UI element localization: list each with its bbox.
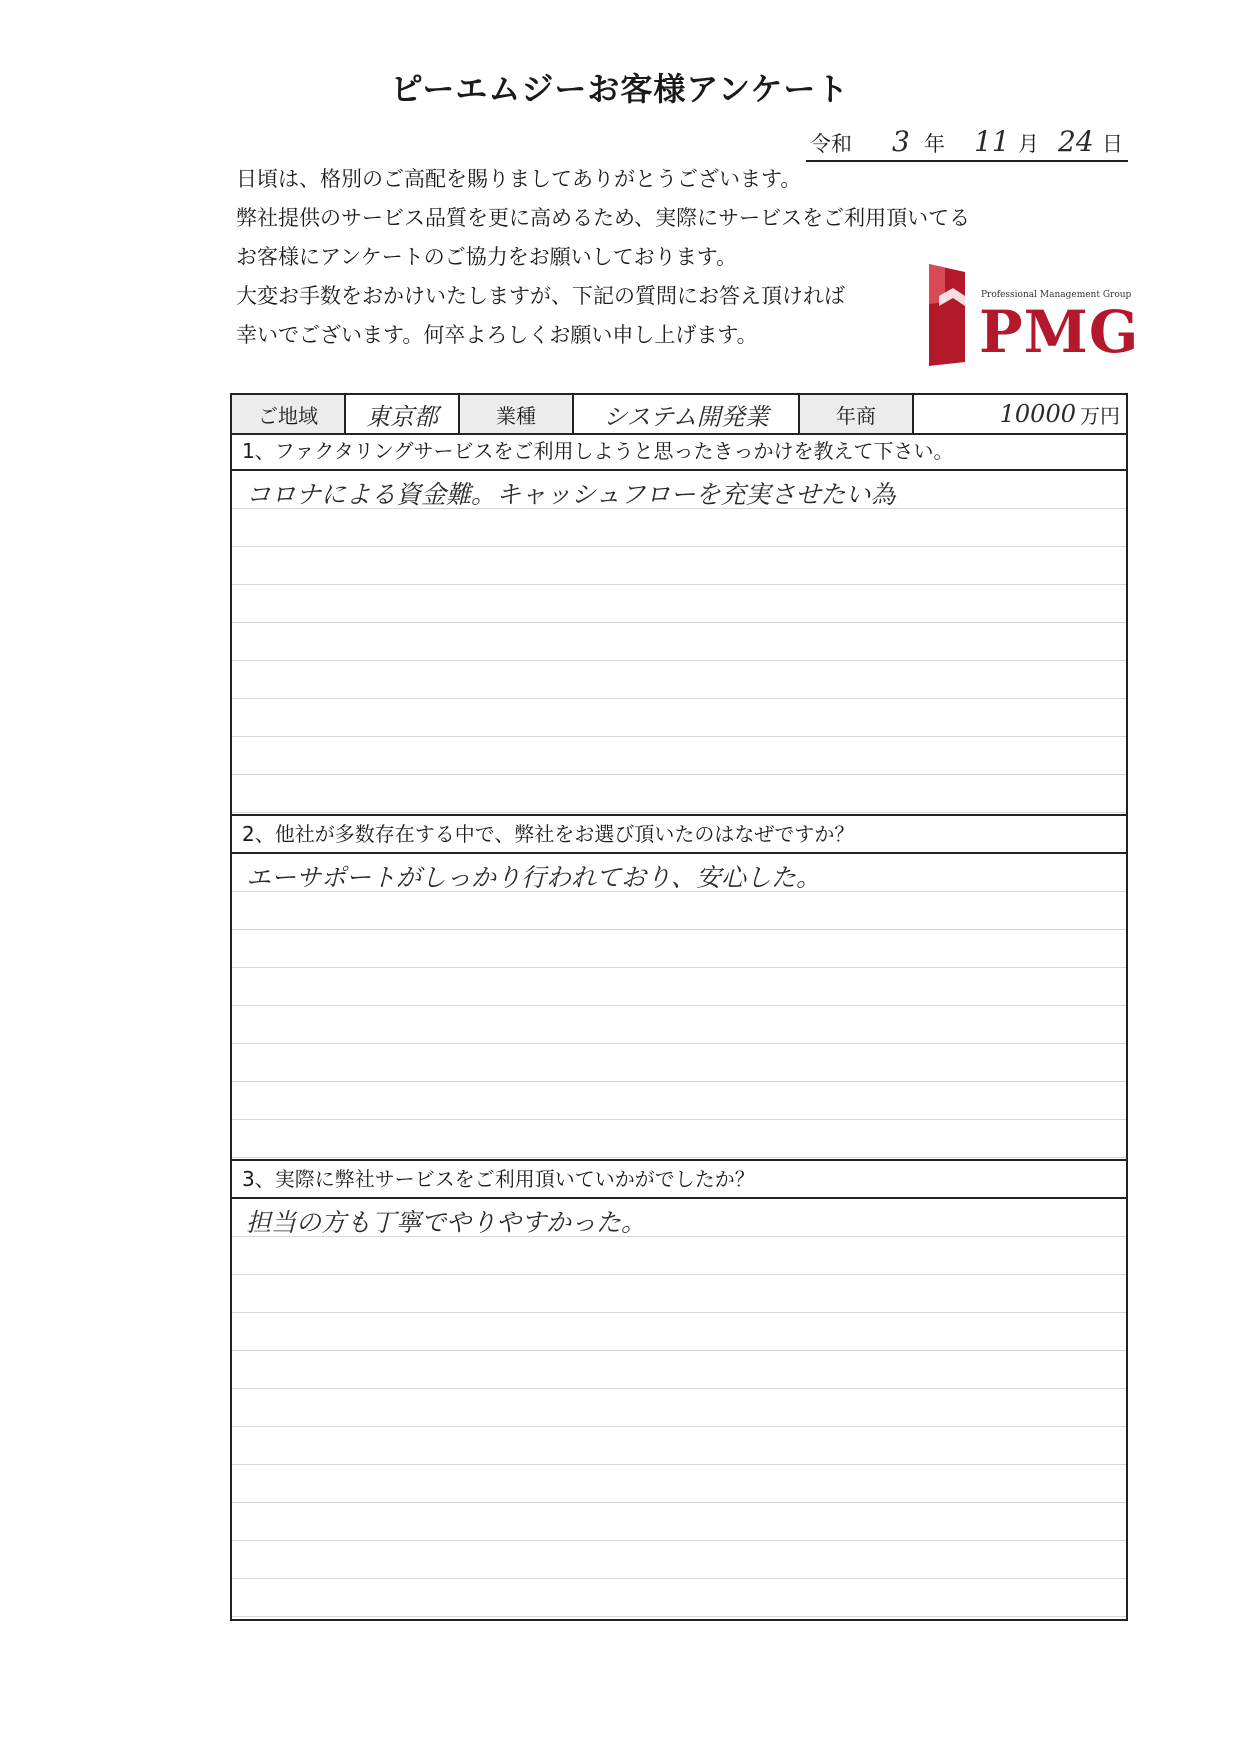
- intro-text: [236, 160, 970, 355]
- date-era: 令和: [810, 132, 852, 156]
- region-value: 東京都: [346, 395, 460, 433]
- answer-2-text: エーサポートがしっかり行われており、安心した。: [246, 863, 822, 892]
- answer-3-text: 担当の方も丁寧でやりやすかった。: [246, 1208, 647, 1237]
- pmg-logo: [925, 262, 1140, 368]
- intro-line: 日頃は、格別のご高配を賜りましてありがとうございます。: [236, 167, 802, 191]
- logo-subtitle: Professional Management Group: [981, 290, 1132, 300]
- survey-form: [230, 393, 1128, 1621]
- date-month: 11: [974, 125, 1010, 158]
- intro-line: 弊社提供のサービス品質を更に高めるため、実際にサービスをご利用頂いてる: [236, 206, 971, 230]
- question-3: 3、実際に弊社サービスをご利用頂いていかがでしたか？: [232, 1161, 1126, 1199]
- logo-mark: PMG: [979, 298, 1140, 366]
- question-1: 1、ファクタリングサービスをご利用しようと思ったきっかけを教えて下さい。: [232, 433, 1126, 471]
- intro-line: 大変お手数をおかけいたしますが、下記の質問にお答え頂ければ: [236, 284, 845, 308]
- header-row: [232, 395, 1126, 435]
- date-day: 24: [1058, 125, 1094, 158]
- answer-1-area: [232, 471, 1126, 814]
- pmg-logo-icon: [925, 262, 971, 366]
- date-day-unit: 日: [1102, 132, 1123, 156]
- revenue-unit: 万円: [1080, 403, 1120, 428]
- answer-3-area: [232, 1199, 1126, 1619]
- page-title: ピーエムジーお客様アンケート: [390, 70, 850, 108]
- industry-value: システム開発業: [574, 395, 800, 433]
- industry-label: 業種: [460, 395, 574, 433]
- answer-2-area: [232, 854, 1126, 1159]
- answer-1-text: コロナによる資金難。キャッシュフローを充実させたい為: [246, 480, 896, 509]
- intro-line: お客様にアンケートのご協力をお願いしております。: [236, 245, 738, 269]
- date-year: 3: [892, 125, 910, 158]
- revenue-value: 10000: [999, 400, 1076, 428]
- intro-line: 幸いでございます。何卒よろしくお願い申し上げます。: [236, 323, 758, 347]
- revenue-field: [914, 395, 1126, 433]
- revenue-label: 年商: [800, 395, 914, 433]
- question-2: 2、他社が多数存在する中で、弊社をお選び頂いたのはなぜですか？: [232, 816, 1126, 854]
- date-month-unit: 月: [1018, 132, 1039, 156]
- region-label: ご地域: [232, 395, 346, 433]
- date-field: [806, 126, 1128, 162]
- date-year-unit: 年: [924, 132, 945, 156]
